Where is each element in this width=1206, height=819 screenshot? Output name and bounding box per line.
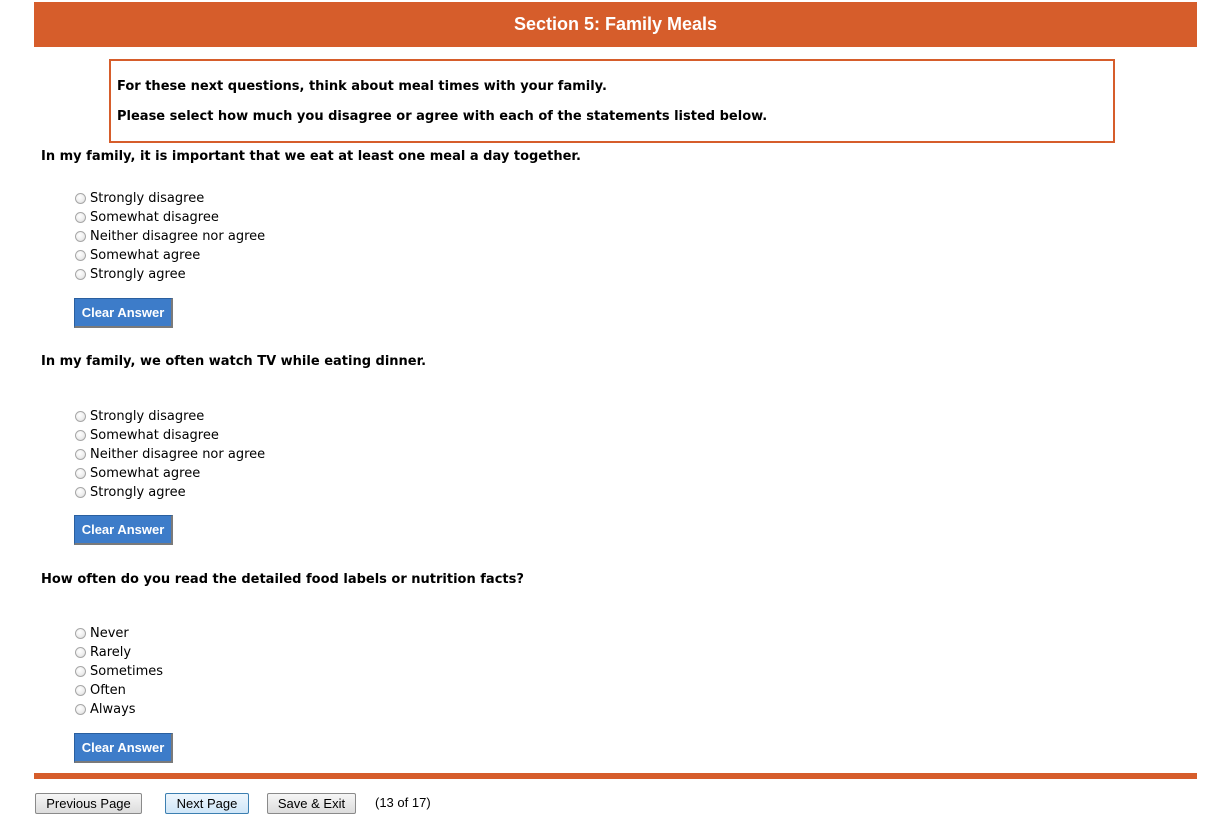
radio-button[interactable] bbox=[75, 628, 86, 639]
radio-button[interactable] bbox=[75, 704, 86, 715]
question-3-text: How often do you read the detailed food labels or nutrition facts? bbox=[41, 572, 524, 587]
question-2-clear-answer-button[interactable]: Clear Answer bbox=[74, 515, 173, 545]
question-2-text: In my family, we often watch TV while eating dinner. bbox=[41, 354, 427, 369]
option-label[interactable]: Somewhat agree bbox=[90, 466, 201, 481]
radio-button[interactable] bbox=[75, 449, 86, 460]
radio-button[interactable] bbox=[75, 487, 86, 498]
instructions-box bbox=[109, 59, 1115, 143]
radio-button[interactable] bbox=[75, 685, 86, 696]
option-label[interactable]: Often bbox=[90, 683, 126, 698]
option-label[interactable]: Always bbox=[90, 702, 136, 717]
option-strongly-agree[interactable] bbox=[74, 265, 265, 284]
question-3-clear-answer-button[interactable]: Clear Answer bbox=[74, 733, 173, 763]
option-label[interactable]: Neither disagree nor agree bbox=[90, 229, 266, 244]
option-label[interactable]: Strongly disagree bbox=[90, 191, 205, 206]
next-page-button[interactable]: Next Page bbox=[165, 793, 249, 814]
radio-button[interactable] bbox=[75, 468, 86, 479]
radio-button[interactable] bbox=[75, 212, 86, 223]
radio-button[interactable] bbox=[75, 193, 86, 204]
option-somewhat-agree[interactable] bbox=[74, 246, 265, 265]
section-title: Section 5: Family Meals bbox=[513, 14, 718, 34]
option-sometimes[interactable] bbox=[74, 662, 163, 681]
radio-button[interactable] bbox=[75, 250, 86, 261]
option-label[interactable]: Sometimes bbox=[90, 664, 164, 679]
option-often[interactable] bbox=[74, 681, 163, 700]
option-label[interactable]: Strongly agree bbox=[90, 267, 186, 282]
option-label[interactable]: Somewhat disagree bbox=[90, 428, 219, 443]
option-strongly-agree[interactable] bbox=[74, 483, 265, 502]
question-1-text: In my family, it is important that we eat at least one meal a day together. bbox=[41, 149, 581, 164]
footer-divider bbox=[34, 773, 1197, 779]
question-1-options bbox=[74, 189, 265, 284]
question-1-clear-answer-button[interactable]: Clear Answer bbox=[74, 298, 173, 328]
save-exit-button[interactable]: Save & Exit bbox=[267, 793, 356, 814]
radio-button[interactable] bbox=[75, 269, 86, 280]
option-label[interactable]: Somewhat disagree bbox=[90, 210, 219, 225]
radio-button[interactable] bbox=[75, 647, 86, 658]
option-somewhat-disagree[interactable] bbox=[74, 426, 265, 445]
option-strongly-disagree[interactable] bbox=[74, 407, 265, 426]
question-2-options bbox=[74, 407, 265, 502]
previous-page-button[interactable]: Previous Page bbox=[35, 793, 142, 814]
option-label[interactable]: Rarely bbox=[90, 645, 132, 660]
option-label[interactable]: Strongly agree bbox=[90, 485, 186, 500]
option-label[interactable]: Never bbox=[90, 626, 129, 641]
option-label[interactable]: Strongly disagree bbox=[90, 409, 205, 424]
option-neither[interactable] bbox=[74, 445, 265, 464]
section-header bbox=[34, 2, 1197, 47]
question-3-options bbox=[74, 624, 163, 719]
option-never[interactable] bbox=[74, 624, 163, 643]
instruction-line-1: For these next questions, think about meal times with your family. bbox=[117, 79, 607, 94]
page-counter: (13 of 17) bbox=[375, 795, 431, 810]
option-label[interactable]: Neither disagree nor agree bbox=[90, 447, 266, 462]
radio-button[interactable] bbox=[75, 666, 86, 677]
option-somewhat-disagree[interactable] bbox=[74, 208, 265, 227]
option-rarely[interactable] bbox=[74, 643, 163, 662]
radio-button[interactable] bbox=[75, 411, 86, 422]
option-neither[interactable] bbox=[74, 227, 265, 246]
radio-button[interactable] bbox=[75, 231, 86, 242]
option-strongly-disagree[interactable] bbox=[74, 189, 265, 208]
radio-button[interactable] bbox=[75, 430, 86, 441]
option-always[interactable] bbox=[74, 700, 163, 719]
instruction-line-2: Please select how much you disagree or agree with each of the statements listed below. bbox=[117, 109, 768, 124]
option-somewhat-agree[interactable] bbox=[74, 464, 265, 483]
option-label[interactable]: Somewhat agree bbox=[90, 248, 201, 263]
